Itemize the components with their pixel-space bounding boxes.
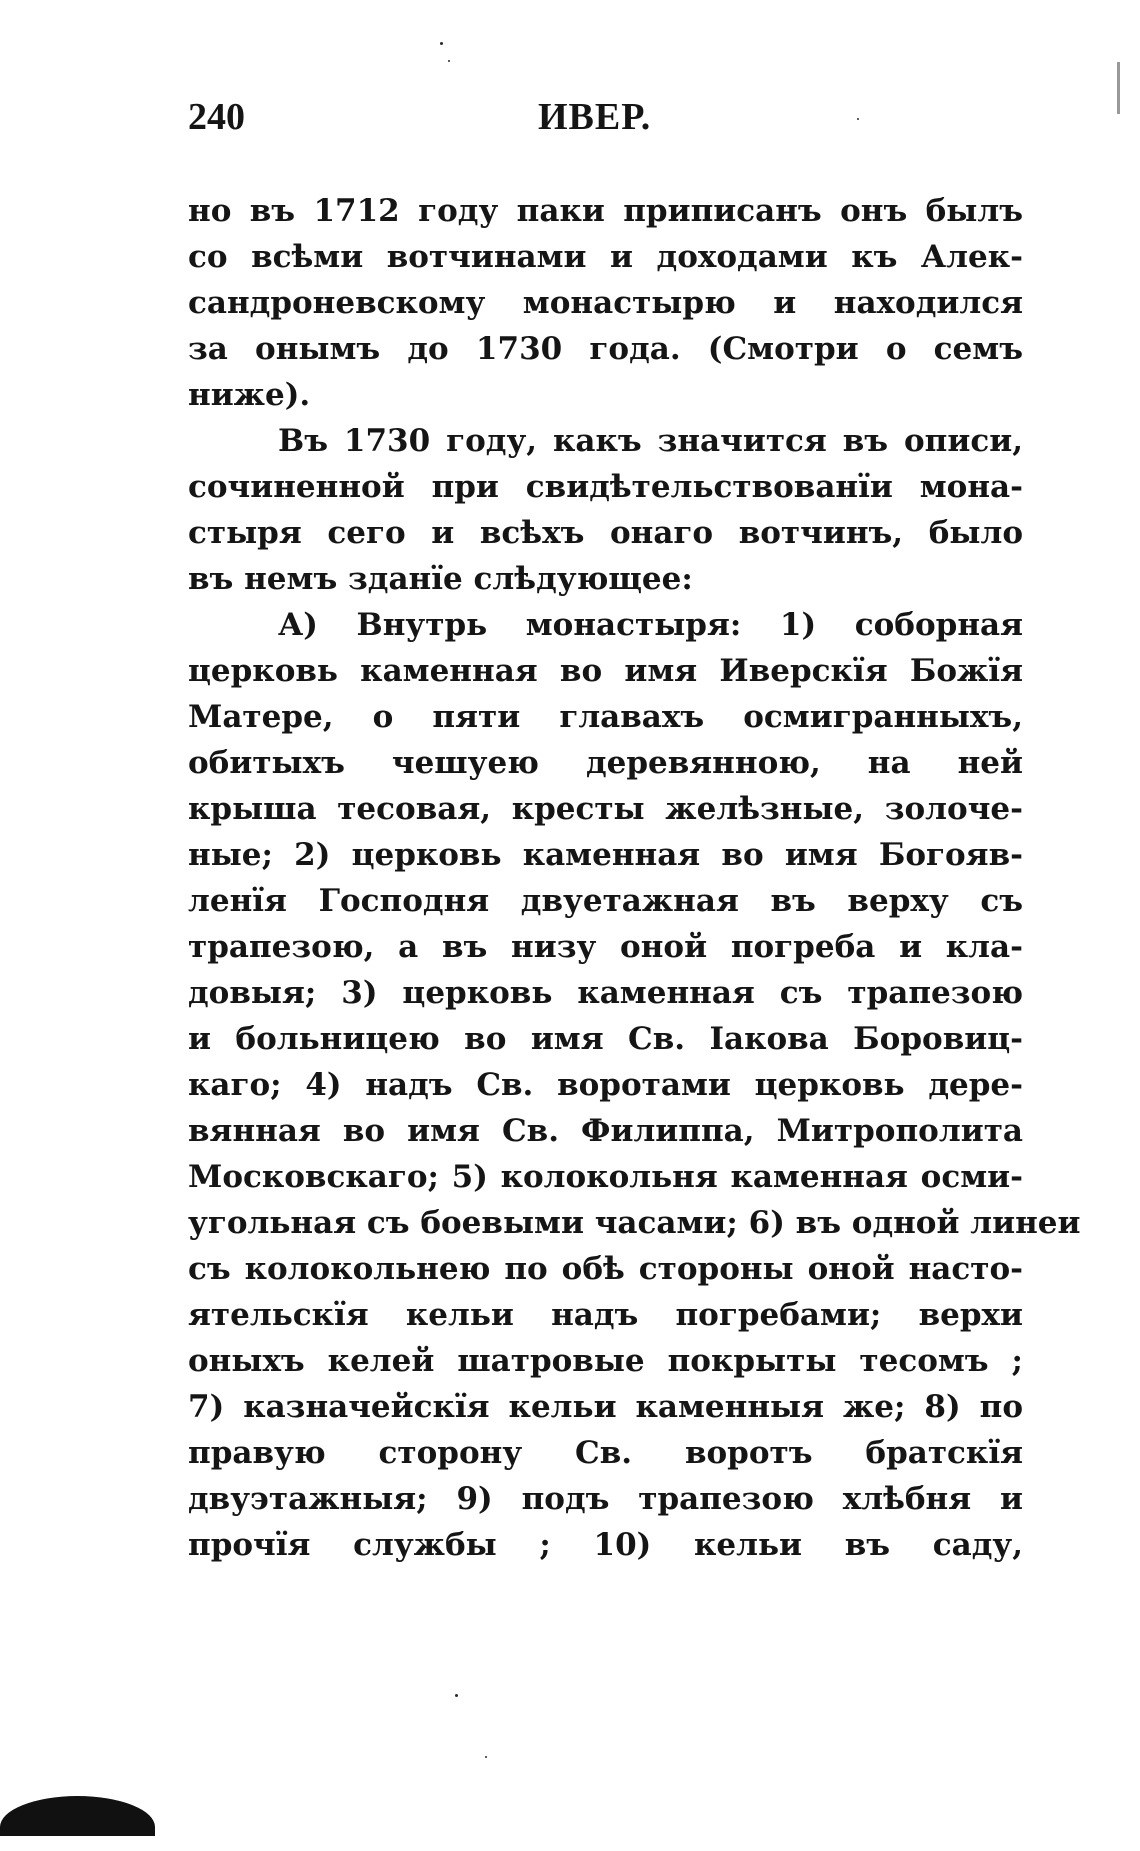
text-line: въ немъ зданїе слѣдующее: (188, 561, 693, 597)
text-line: Матере, о пяти главахъ осмигранныхъ, (188, 699, 1023, 735)
scan-speck (455, 1694, 458, 1697)
text-line: съ колокольнею по обѣ стороны оной насто- (188, 1251, 1023, 1287)
page-corner-shadow (0, 1796, 155, 1836)
text-line: оныхъ келей шатровые покрыты тесомъ ; (188, 1343, 1023, 1379)
text-line: крыша тесовая, кресты желѣзные, золоче- (188, 791, 1023, 827)
text-line: двуэтажныя; 9) подъ трапезою хлѣбня и (188, 1481, 1023, 1517)
text-line: вянная во имя Св. Филиппа, Митрополита (188, 1113, 1023, 1149)
page-number: 240 (188, 96, 245, 138)
text-line: и больницею во имя Св. Iакова Боровиц- (188, 1021, 1023, 1057)
text-line: обитыхъ чешуею деревянною, на ней (188, 745, 1023, 781)
scan-speck (448, 60, 450, 62)
scan-speck (440, 42, 443, 45)
text-line: за онымъ до 1730 года. (Смотри о семъ (188, 331, 1023, 367)
text-line: Въ 1730 году, какъ значится въ описи, (278, 423, 1023, 459)
text-line: прочїя службы ; 10) кельи въ саду, (188, 1527, 1023, 1563)
page-edge-mark (1117, 62, 1120, 114)
text-line: ные; 2) церковь каменная во имя Богояв- (188, 837, 1023, 873)
text-line: но въ 1712 году паки приписанъ онъ былъ (188, 193, 1023, 229)
text-line: Московскаго; 5) колокольня каменная осми- (188, 1159, 1023, 1195)
page-header (188, 95, 1020, 155)
text-line: А) Внутрь монастыря: 1) соборная (278, 607, 1023, 643)
text-line: стыря сего и всѣхъ онаго вотчинъ, было (188, 515, 1023, 551)
text-line: довыя; 3) церковь каменная съ трапезою (188, 975, 1023, 1011)
text-line: церковь каменная во имя Иверскїя Божїя (188, 653, 1023, 689)
text-line: правую сторону Св. воротъ братскїя (188, 1435, 1023, 1471)
text-line: трапезою, а въ низу оной погреба и кла- (188, 929, 1023, 965)
text-line: каго; 4) надъ Св. воротами церковь дере- (188, 1067, 1023, 1103)
text-line: ниже). (188, 377, 311, 413)
text-line: 7) казначейскїя кельи каменныя же; 8) по (188, 1389, 1023, 1425)
text-line: сочиненной при свидѣтельствованїи мона- (188, 469, 1023, 505)
text-line: ятельскїя кельи надъ погребами; верхи (188, 1297, 1023, 1333)
text-line: угольная съ боевыми часами; 6) въ одной линеи (188, 1205, 1081, 1241)
body-text (188, 188, 1081, 1568)
scan-speck (485, 1756, 487, 1758)
text-line: со всѣми вотчинами и доходами къ Алек- (188, 239, 1023, 275)
scan-speck (857, 118, 859, 120)
text-line: ленїя Господня двуетажная въ верху съ (188, 883, 1023, 919)
running-head: ИВЕР. (538, 96, 652, 138)
text-line: сандроневскому монастырю и находился (188, 285, 1023, 321)
